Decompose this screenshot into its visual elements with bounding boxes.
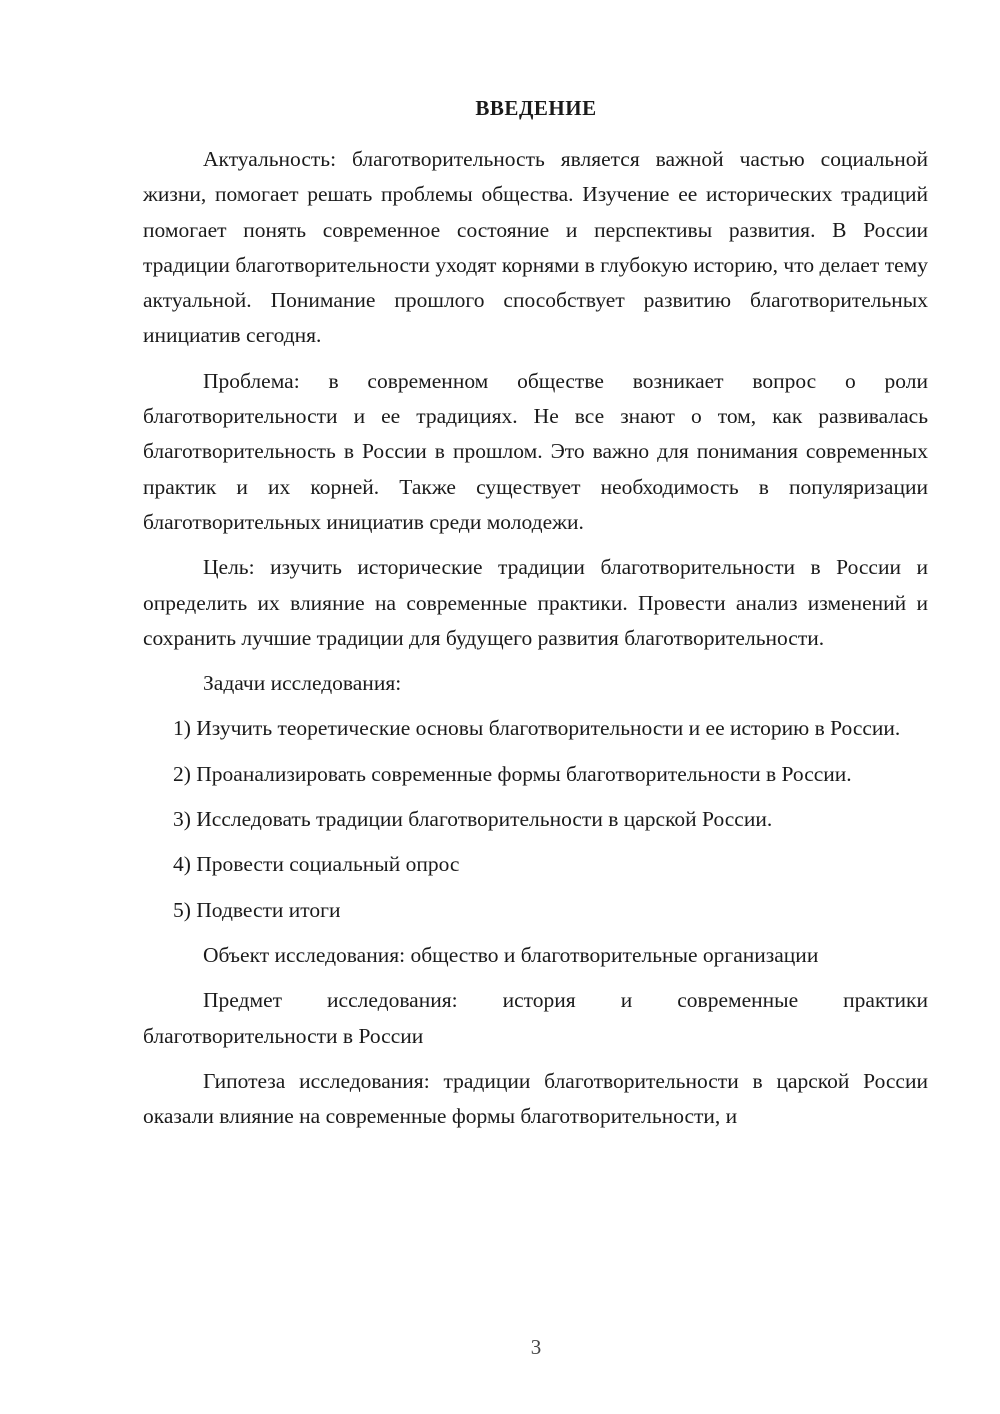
task-item-4: 4) Провести социальный опрос [173,852,460,877]
task-item-1: 1) Изучить теоретические основы благотворительности и ее историю в России. [173,716,901,741]
paragraph-relevance: Актуальность: благотворительность является важной частью социальной жизни, помогает решать проблемы общества. Изучение ее исторических традиций помогает понять современное состояние и перспективы развития. В России традиции благотворительности уходят корнями в глубокую историю, что делает тему актуальной. Понимание прошлого способствует развитию благотворительных инициатив сегодня. [143,147,928,348]
page-title: ВВЕДЕНИЕ [475,96,597,120]
task-item-3: 3) Исследовать традиции благотворительности в царской России. [173,807,773,832]
task-item-5: 5) Подвести итоги [173,897,341,922]
paragraph-subject: Предмет исследования: история и современные практики благотворительности в России [143,988,928,1048]
paragraph-tasks-heading: Задачи исследования: [203,671,402,696]
paragraph-hypothesis: Гипотеза исследования: традиции благотворительности в царской России оказали влияние на современные формы благотворительности, и [143,1068,928,1129]
paragraph-problem: Проблема: в современном обществе возникает вопрос о роли благотворительности и ее традициях. Не все знают о том, как развивалась благотворительность в России в прошлом. Это важно для понимания современных практик и их корней. Также существует необходимость в популяризации благотворительных инициатив среди молодежи. [143,368,928,534]
task-item-2: 2) Проанализировать современные формы благотворительности в России. [173,761,852,786]
paragraph-object: Объект исследования: общество и благотворительные организации [203,942,819,967]
document-body [143,142,928,1134]
paragraph-goal: Цель: изучить исторические традиции благотворительности в России и определить их влияние на современные практики. Провести анализ изменений и сохранить лучшие традиции для будущего развития благотворительности. [143,555,928,650]
page-number: 3 [530,1335,542,1359]
